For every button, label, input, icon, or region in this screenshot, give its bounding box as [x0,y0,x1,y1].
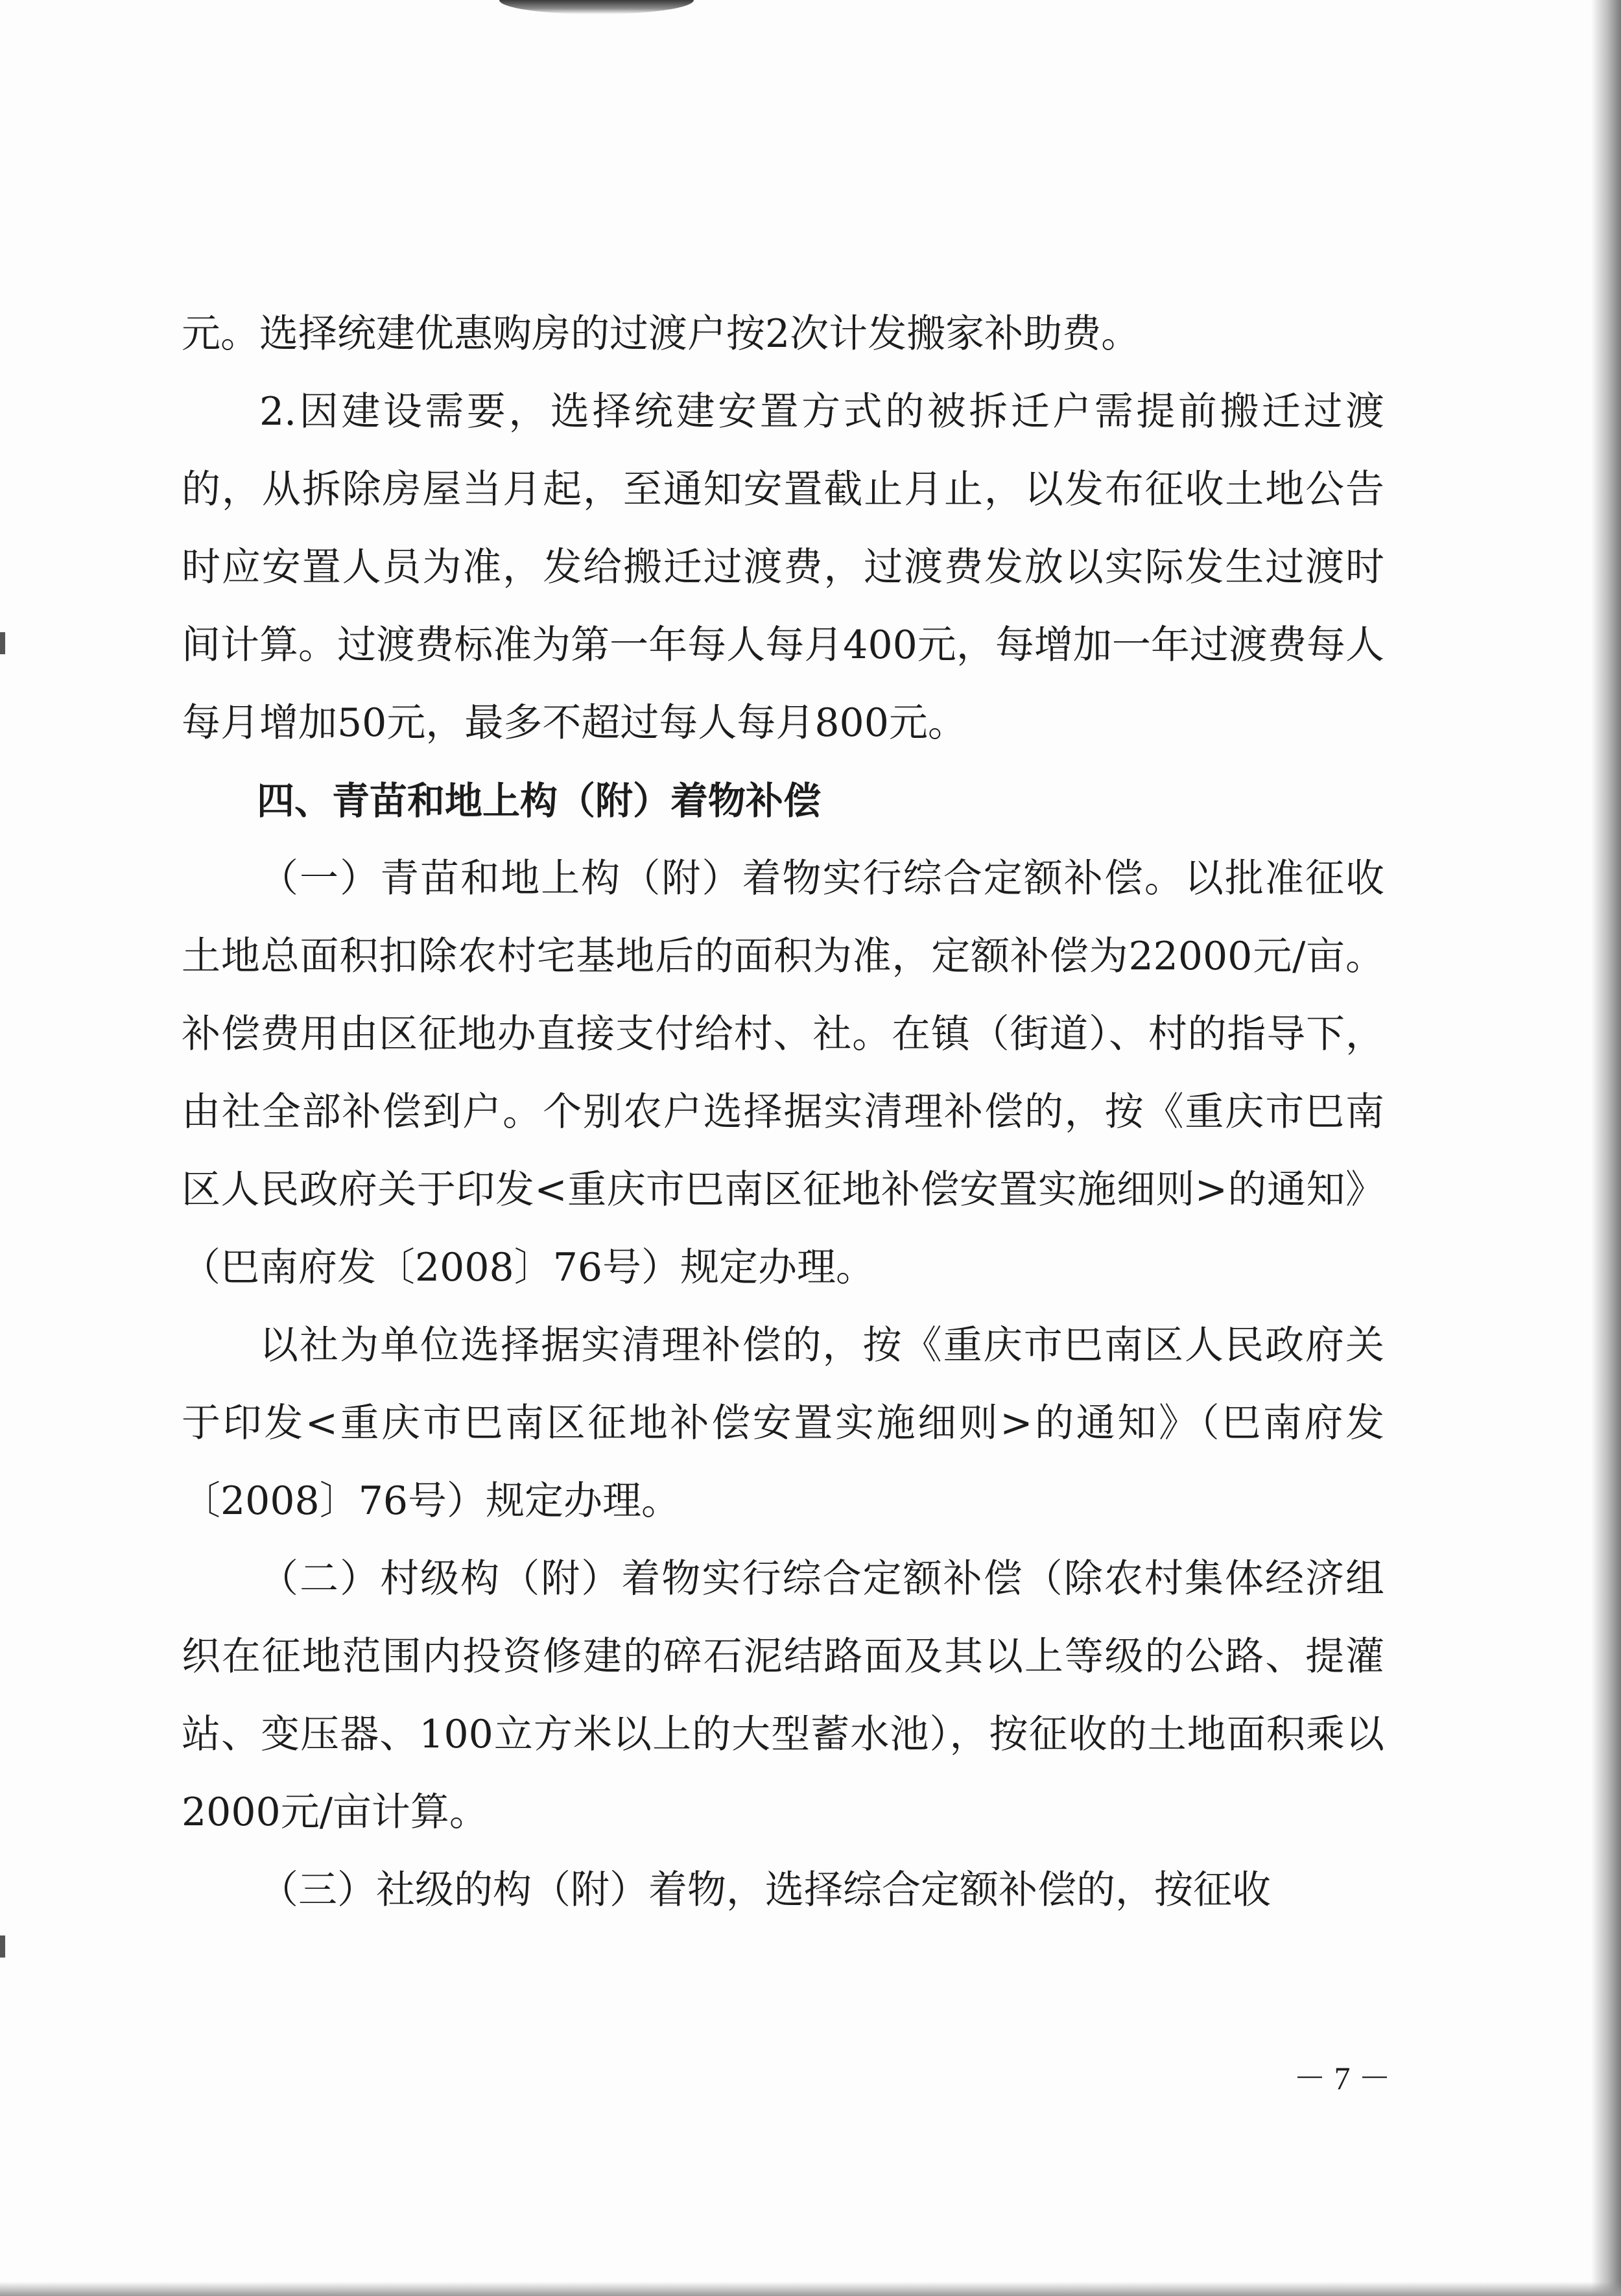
section-heading-crops-attachments: 四、青苗和地上构（附）着物补偿 [257,779,822,823]
paragraph-relocation-transition-fee: 2.因建设需要，选择统建安置方式的被拆迁户需提前搬迁过渡的，从拆除房屋当月起，至通知安置截止月止，以发布征收土地公告时应安置人员为准，发给搬迁过渡费，过渡费发放以实际发生过渡时间计算。过渡费标准为第一年每人每月400元，每增加一年过渡费每人每月增加50元，最多不超过每人每月800元。 [182,389,1384,746]
scan-left-tick [0,632,5,654]
paragraph-item-1-crops-compensation: （一）青苗和地上构（附）着物实行综合定额补偿。以批准征收土地总面积扣除农村宅基地后的面积为准，定额补偿为22000元/亩。补偿费用由区征地办直接支付给村、社。在镇（街道）、村的指导下，由社全部补偿到户。个别农户选择据实清理补偿的，按《重庆市巴南区人民政府关于印发<重庆市巴南区征地补偿安置实施细则>的通知》（巴南府发〔2008〕76号）规定办理。 [182,856,1384,1290]
scan-bottom-edge [0,2282,1621,2296]
paragraph-continuation: 元。选择统建优惠购房的过渡户按2次计发搬家补助费。 [182,311,1141,357]
document-body [182,295,1384,1929]
scan-left-tick [0,1935,5,1958]
paragraph-item-3-community-attachments: （三）社级的构（附）着物，选择综合定额补偿的，按征收 [259,1867,1271,1913]
scan-binding-mark [499,0,694,14]
page-number: － 7 － [1294,2060,1391,2096]
scan-right-edge [1591,0,1621,2296]
paragraph-community-actual-clearing: 以社为单位选择据实清理补偿的，按《重庆市巴南区人民政府关于印发<重庆市巴南区征地补偿安置实施细则>的通知》（巴南府发〔2008〕76号）规定办理。 [182,1323,1384,1524]
paragraph-item-2-village-attachments: （二）村级构（附）着物实行综合定额补偿（除农村集体经济组织在征地范围内投资修建的碎石泥结路面及其以上等级的公路、提灌站、变压器、100立方米以上的大型蓄水池），按征收的土地面积乘以2000元/亩计算。 [182,1556,1384,1835]
